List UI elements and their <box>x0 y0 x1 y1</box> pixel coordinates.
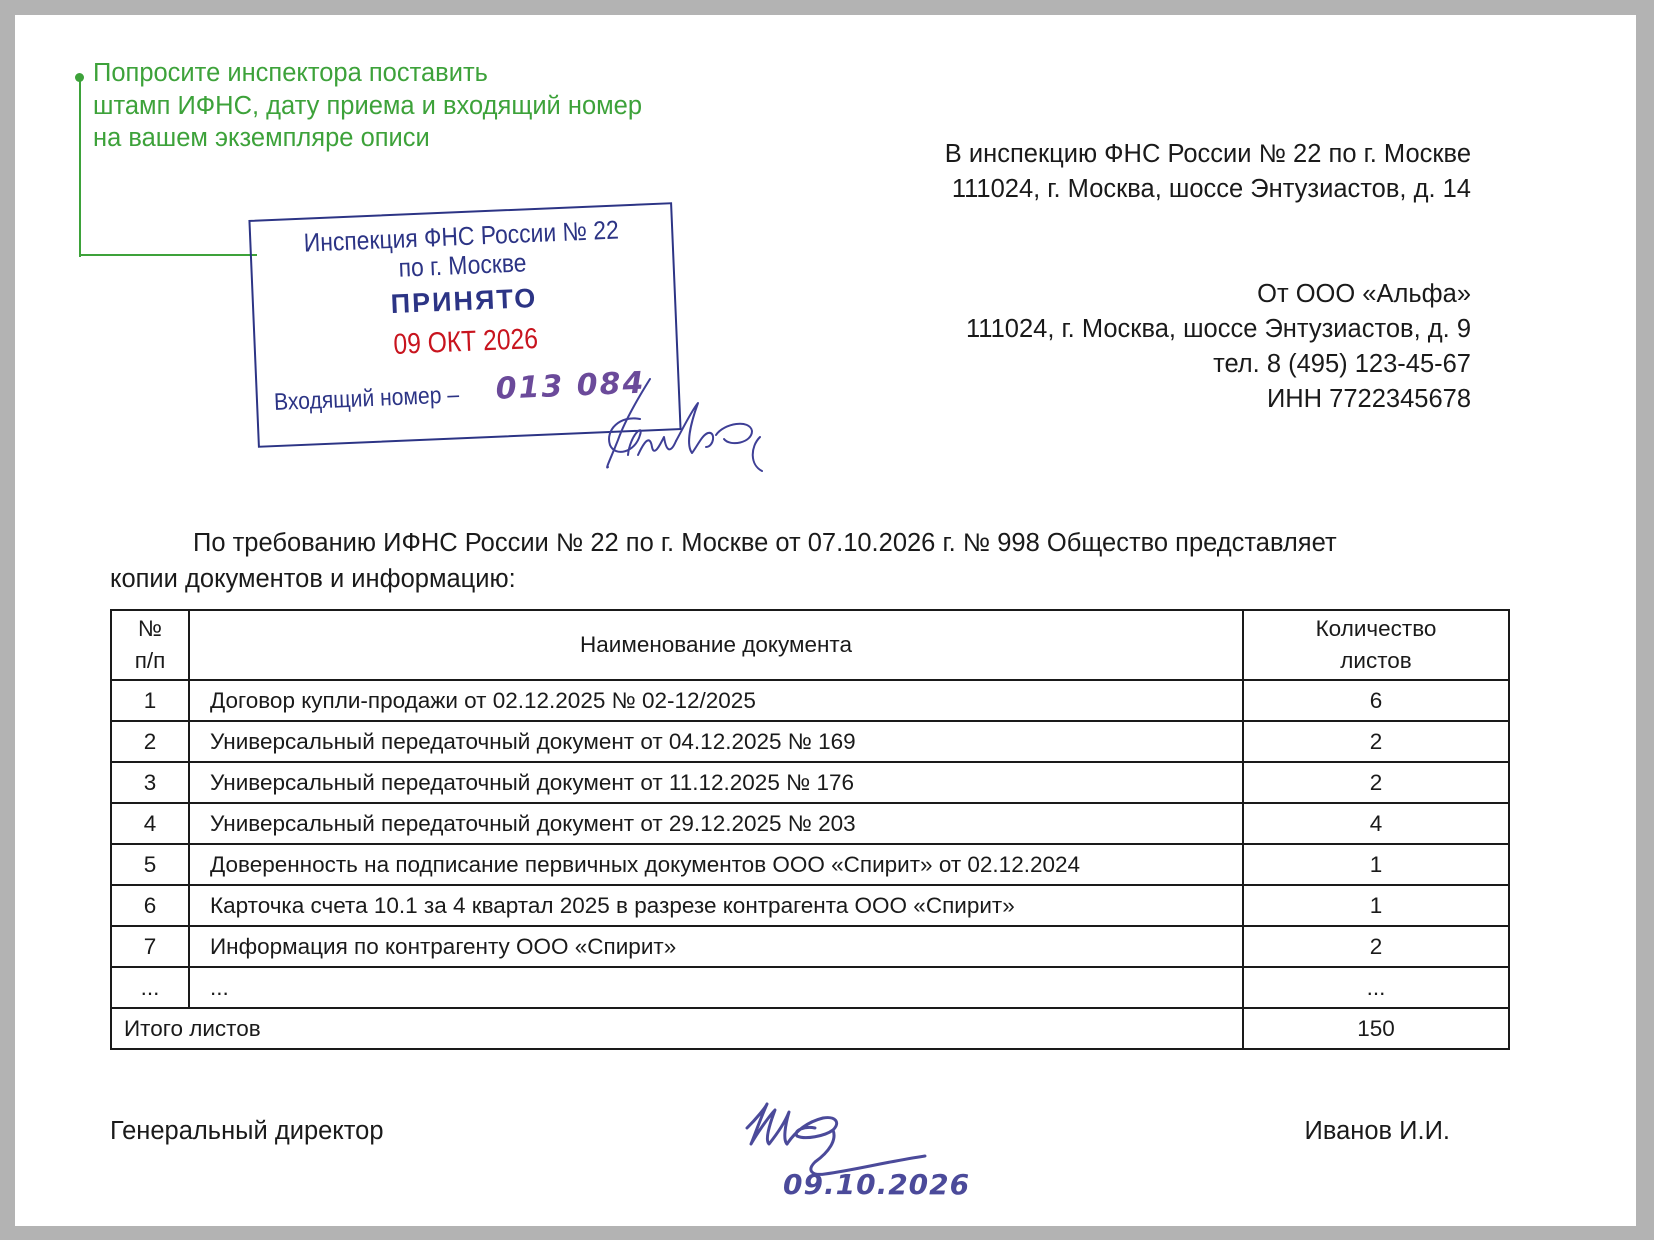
recipient-name: В инспекцию ФНС России № 22 по г. Москве <box>944 140 1471 168</box>
stamp-incoming-number: 013 084 <box>494 365 647 407</box>
sender-inn: ИНН 7722345678 <box>1266 385 1471 413</box>
table-row <box>111 885 1509 926</box>
header-number-abbr: п/п <box>134 648 166 673</box>
table-row <box>111 967 1509 1008</box>
row-document-name: Доверенность на подписание первичных документов ООО «Спирит» от 02.12.2024 <box>189 844 1243 885</box>
sender-name: От ООО «Альфа» <box>1257 280 1471 308</box>
header-count-line1: Количество <box>1315 616 1437 641</box>
header-number-symbol: № <box>137 616 163 641</box>
row-sheet-count: ... <box>1243 967 1509 1008</box>
sender-address: 111024, г. Москва, шоссе Энтузиастов, д. 9 <box>966 315 1471 343</box>
table-row <box>111 926 1509 967</box>
row-sheet-count: 2 <box>1243 762 1509 803</box>
table-header-row <box>111 610 1509 680</box>
row-number: 1 <box>111 680 189 721</box>
table-row <box>111 844 1509 885</box>
sender-phone: тел. 8 (495) 123-45-67 <box>1213 350 1471 378</box>
header-count-line2: листов <box>1340 648 1412 673</box>
table-row <box>111 762 1509 803</box>
row-number: 3 <box>111 762 189 803</box>
row-number: 4 <box>111 803 189 844</box>
row-number: 2 <box>111 721 189 762</box>
row-document-name: Универсальный передаточный документ от 04.12.2025 № 169 <box>189 721 1243 762</box>
row-document-name: Договор купли-продажи от 02.12.2025 № 02-12/2025 <box>189 680 1243 721</box>
row-number: 7 <box>111 926 189 967</box>
table-row <box>111 803 1509 844</box>
row-sheet-count: 2 <box>1243 926 1509 967</box>
header-number <box>111 610 189 680</box>
row-document-name: Универсальный передаточный документ от 29.12.2025 № 203 <box>189 803 1243 844</box>
intro-paragraph <box>110 525 1510 597</box>
stamp-city: по г. Москве <box>397 247 527 283</box>
stamp-status: ПРИНЯТО <box>390 282 538 320</box>
signatory-name: Иванов И.И. <box>1304 1117 1450 1145</box>
row-document-name: Карточка счета 10.1 за 4 квартал 2025 в разрезе контрагента ООО «Спирит» <box>189 885 1243 926</box>
recipient-block <box>945 137 1471 207</box>
header-sheet-count <box>1243 610 1509 680</box>
annotation-note <box>93 57 642 155</box>
row-number: 5 <box>111 844 189 885</box>
table-total-row <box>111 1008 1509 1049</box>
annotation-line: на вашем экземпляре описи <box>93 124 430 152</box>
row-sheet-count: 4 <box>1243 803 1509 844</box>
signatory-role: Генеральный директор <box>110 1117 384 1145</box>
stamp-date: 09 ОКТ 2026 <box>392 322 539 361</box>
stamp-inspection-name: Инспекция ФНС России № 22 <box>303 214 620 258</box>
header-document-name: Наименование документа <box>189 610 1243 680</box>
document-page <box>15 15 1636 1226</box>
recipient-address: 111024, г. Москва, шоссе Энтузиастов, д. 14 <box>951 175 1471 203</box>
documents-inventory-table <box>110 609 1510 1050</box>
row-number: ... <box>111 967 189 1008</box>
row-sheet-count: 2 <box>1243 721 1509 762</box>
annotation-line: Попросите инспектора поставить <box>93 59 488 87</box>
row-sheet-count: 6 <box>1243 680 1509 721</box>
annotation-connector-horizontal <box>79 254 257 256</box>
sender-block <box>966 277 1471 417</box>
row-sheet-count: 1 <box>1243 844 1509 885</box>
stamp-incoming-label: Входящий номер – <box>273 381 460 417</box>
row-sheet-count: 1 <box>1243 885 1509 926</box>
row-number: 6 <box>111 885 189 926</box>
row-document-name: Универсальный передаточный документ от 11.12.2025 № 176 <box>189 762 1243 803</box>
annotation-connector-vertical <box>79 77 81 257</box>
intro-line: По требованию ИФНС России № 22 по г. Москве от 07.10.2026 г. № 998 Общество представляет <box>193 529 1337 557</box>
total-label: Итого листов <box>111 1008 1243 1049</box>
intro-line: копии документов и информацию: <box>110 565 516 593</box>
annotation-line: штамп ИФНС, дату приема и входящий номер <box>93 91 643 120</box>
total-value: 150 <box>1243 1008 1509 1049</box>
inspector-signature-icon <box>600 375 780 485</box>
table-row <box>111 721 1509 762</box>
row-document-name: Информация по контрагенту ООО «Спирит» <box>189 926 1243 967</box>
signature-date: 09.10.2026 <box>783 1168 971 1201</box>
row-document-name: ... <box>189 967 1243 1008</box>
table-row <box>111 680 1509 721</box>
